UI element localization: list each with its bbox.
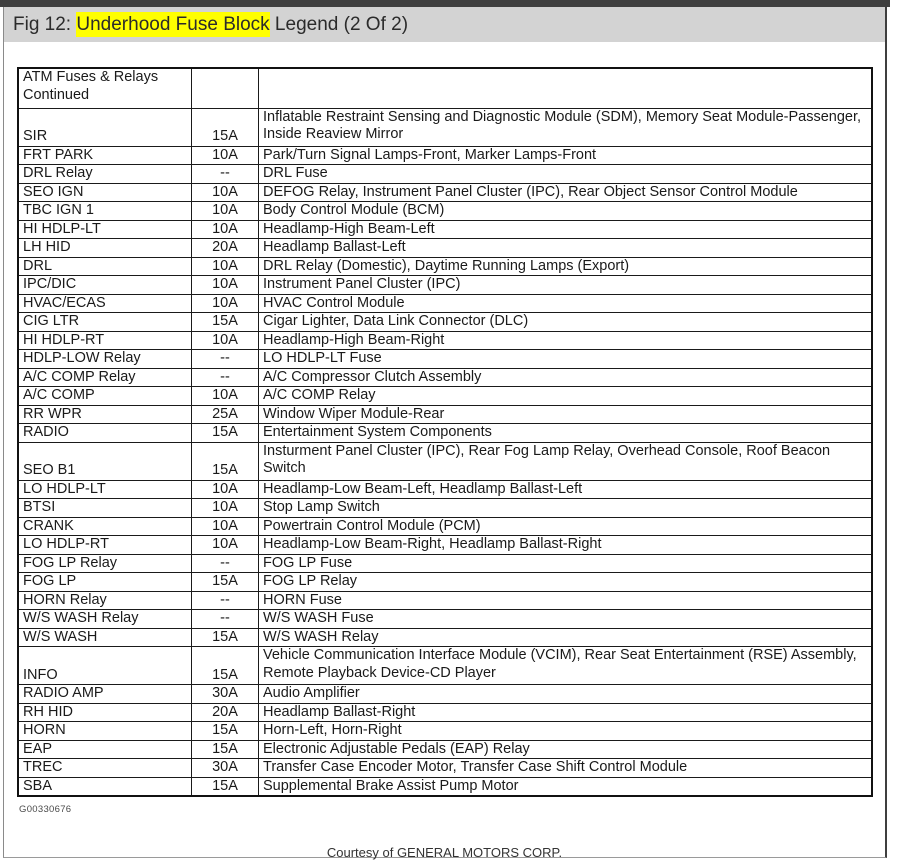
fuse-row (18, 387, 872, 406)
fuse-name-cell: IPC/DIC (18, 276, 192, 295)
fuse-row (18, 368, 872, 387)
amperage-cell: 10A (192, 499, 259, 518)
fuse-row (18, 573, 872, 592)
fuse-row (18, 517, 872, 536)
amperage-cell: -- (192, 554, 259, 573)
fuse-row (18, 777, 872, 796)
amperage-cell: 10A (192, 331, 259, 350)
fuse-name-cell: RADIO AMP (18, 685, 192, 704)
fuse-row (18, 480, 872, 499)
description-cell: DEFOG Relay, Instrument Panel Cluster (IPC), Rear Object Sensor Control Module (259, 183, 873, 202)
description-cell: FOG LP Relay (259, 573, 873, 592)
fuse-name-cell: LH HID (18, 239, 192, 258)
fuse-row (18, 239, 872, 258)
fuse-name-cell: SEO IGN (18, 183, 192, 202)
description-cell: Entertainment System Components (259, 424, 873, 443)
fuse-row (18, 146, 872, 165)
description-cell: Horn-Left, Horn-Right (259, 722, 873, 741)
amperage-cell: 10A (192, 536, 259, 555)
amperage-cell: 10A (192, 220, 259, 239)
fuse-row (18, 257, 872, 276)
description-cell: Headlamp Ballast-Right (259, 703, 873, 722)
fuse-name-cell: DRL (18, 257, 192, 276)
fuse-name-cell: BTSI (18, 499, 192, 518)
amperage-cell: 20A (192, 239, 259, 258)
amperage-cell: 30A (192, 685, 259, 704)
amperage-cell: 15A (192, 424, 259, 443)
fuse-row (18, 610, 872, 629)
amperage-cell: 10A (192, 387, 259, 406)
description-cell: W/S WASH Relay (259, 628, 873, 647)
description-cell: Transfer Case Encoder Motor, Transfer Case Shift Control Module (259, 759, 873, 778)
fuse-name-cell: A/C COMP (18, 387, 192, 406)
description-cell: FOG LP Fuse (259, 554, 873, 573)
fuse-row (18, 591, 872, 610)
figure-title-prefix: Fig 12: (13, 14, 77, 35)
description-cell: Supplemental Brake Assist Pump Motor (259, 777, 873, 796)
amperage-cell: 10A (192, 183, 259, 202)
amperage-cell: -- (192, 165, 259, 184)
fuse-name-cell: HORN (18, 722, 192, 741)
fuse-name-cell: HVAC/ECAS (18, 294, 192, 313)
fuse-name-cell: SIR (18, 108, 192, 146)
amperage-cell: 10A (192, 257, 259, 276)
amperage-cell: 10A (192, 146, 259, 165)
description-cell: Inflatable Restraint Sensing and Diagnostic Module (SDM), Memory Seat Module-Passenger, Inside Reaview Mirror (259, 108, 873, 146)
amperage-cell: 15A (192, 108, 259, 146)
fuse-name-cell: RH HID (18, 703, 192, 722)
figure-code: G00330676 (19, 804, 72, 815)
fuse-name-cell: HI HDLP-RT (18, 331, 192, 350)
fuse-name-cell: SBA (18, 777, 192, 796)
description-cell: Instrument Panel Cluster (IPC) (259, 276, 873, 295)
amperage-cell: -- (192, 350, 259, 369)
fuse-row (18, 703, 872, 722)
amperage-cell: 10A (192, 202, 259, 221)
amperage-cell: 25A (192, 405, 259, 424)
fuse-name-cell: HDLP-LOW Relay (18, 350, 192, 369)
fuse-row (18, 554, 872, 573)
description-cell: Window Wiper Module-Rear (259, 405, 873, 424)
description-cell: Electronic Adjustable Pedals (EAP) Relay (259, 740, 873, 759)
amperage-cell: 15A (192, 647, 259, 685)
description-cell: Stop Lamp Switch (259, 499, 873, 518)
amperage-cell: 15A (192, 573, 259, 592)
fuse-name-cell: INFO (18, 647, 192, 685)
fuse-name-cell: W/S WASH (18, 628, 192, 647)
description-cell: Vehicle Communication Interface Module (VCIM), Rear Seat Entertainment (RSE) Assembly, Remote Playback Device-CD Player (259, 647, 873, 685)
fuse-row (18, 202, 872, 221)
amperage-cell: -- (192, 610, 259, 629)
fuse-name-cell: RADIO (18, 424, 192, 443)
amperage-cell: -- (192, 591, 259, 610)
amperage-cell: 30A (192, 759, 259, 778)
fuse-row (18, 183, 872, 202)
fuse-name-cell: LO HDLP-LT (18, 480, 192, 499)
fuse-name-cell: A/C COMP Relay (18, 368, 192, 387)
header-amp-cell (192, 68, 259, 108)
amperage-cell: 10A (192, 276, 259, 295)
amperage-cell: 20A (192, 703, 259, 722)
description-cell: Powertrain Control Module (PCM) (259, 517, 873, 536)
description-cell: Cigar Lighter, Data Link Connector (DLC) (259, 313, 873, 332)
description-cell: Headlamp-Low Beam-Left, Headlamp Ballast-Left (259, 480, 873, 499)
figure-title-highlight: Underhood Fuse Block (76, 14, 270, 35)
fuse-name-cell: W/S WASH Relay (18, 610, 192, 629)
description-cell: LO HDLP-LT Fuse (259, 350, 873, 369)
amperage-cell: 15A (192, 740, 259, 759)
fuse-name-cell: TREC (18, 759, 192, 778)
fuse-name-cell: HORN Relay (18, 591, 192, 610)
fuse-row (18, 740, 872, 759)
fuse-row (18, 647, 872, 685)
fuse-row (18, 424, 872, 443)
fuse-row (18, 442, 872, 480)
fuse-row (18, 350, 872, 369)
fuse-row (18, 685, 872, 704)
fuse-name-cell: FRT PARK (18, 146, 192, 165)
amperage-cell: 15A (192, 628, 259, 647)
description-cell: W/S WASH Fuse (259, 610, 873, 629)
fuse-row (18, 220, 872, 239)
table-header-row (18, 68, 872, 108)
description-cell: A/C COMP Relay (259, 387, 873, 406)
fuse-row (18, 331, 872, 350)
amperage-cell: 10A (192, 517, 259, 536)
courtesy-note: Courtesy of GENERAL MOTORS CORP. (326, 845, 563, 860)
description-cell: Headlamp-Low Beam-Right, Headlamp Ballast-Right (259, 536, 873, 555)
description-cell: HVAC Control Module (259, 294, 873, 313)
fuse-name-cell: TBC IGN 1 (18, 202, 192, 221)
fuse-row (18, 628, 872, 647)
amperage-cell: 10A (192, 480, 259, 499)
fuse-row (18, 759, 872, 778)
fuse-row (18, 108, 872, 146)
amperage-cell: 15A (192, 313, 259, 332)
description-cell: Headlamp-High Beam-Left (259, 220, 873, 239)
amperage-cell: 15A (192, 722, 259, 741)
header-name-cell: ATM Fuses & Relays Continued (18, 68, 192, 108)
fuse-row (18, 405, 872, 424)
description-cell: HORN Fuse (259, 591, 873, 610)
fuse-row (18, 165, 872, 184)
fuse-row (18, 722, 872, 741)
description-cell: Insturment Panel Cluster (IPC), Rear Fog Lamp Relay, Overhead Console, Roof Beacon Switch (259, 442, 873, 480)
fuse-row (18, 536, 872, 555)
amperage-cell: -- (192, 368, 259, 387)
amperage-cell: 10A (192, 294, 259, 313)
fuse-name-cell: CIG LTR (18, 313, 192, 332)
document-area (4, 42, 885, 860)
fuse-row (18, 276, 872, 295)
fuse-name-cell: HI HDLP-LT (18, 220, 192, 239)
fuse-row (18, 313, 872, 332)
fuse-row (18, 499, 872, 518)
description-cell: A/C Compressor Clutch Assembly (259, 368, 873, 387)
amperage-cell: 15A (192, 777, 259, 796)
figure-title-suffix: Legend (2 Of 2) (269, 14, 409, 35)
fuse-name-cell: RR WPR (18, 405, 192, 424)
window-top-edge (0, 0, 890, 7)
description-cell: DRL Relay (Domestic), Daytime Running Lamps (Export) (259, 257, 873, 276)
description-cell: Headlamp Ballast-Left (259, 239, 873, 258)
header-desc-cell (259, 68, 873, 108)
description-cell: Park/Turn Signal Lamps-Front, Marker Lamps-Front (259, 146, 873, 165)
figure-frame (3, 7, 887, 858)
fuse-name-cell: FOG LP (18, 573, 192, 592)
amperage-cell: 15A (192, 442, 259, 480)
description-cell: Headlamp-High Beam-Right (259, 331, 873, 350)
fuse-table (17, 67, 873, 797)
description-cell: Body Control Module (BCM) (259, 202, 873, 221)
fuse-name-cell: SEO B1 (18, 442, 192, 480)
fuse-name-cell: EAP (18, 740, 192, 759)
fuse-name-cell: DRL Relay (18, 165, 192, 184)
figure-title-bar (4, 7, 885, 42)
fuse-name-cell: LO HDLP-RT (18, 536, 192, 555)
description-cell: DRL Fuse (259, 165, 873, 184)
fuse-name-cell: FOG LP Relay (18, 554, 192, 573)
fuse-row (18, 294, 872, 313)
fuse-name-cell: CRANK (18, 517, 192, 536)
description-cell: Audio Amplifier (259, 685, 873, 704)
